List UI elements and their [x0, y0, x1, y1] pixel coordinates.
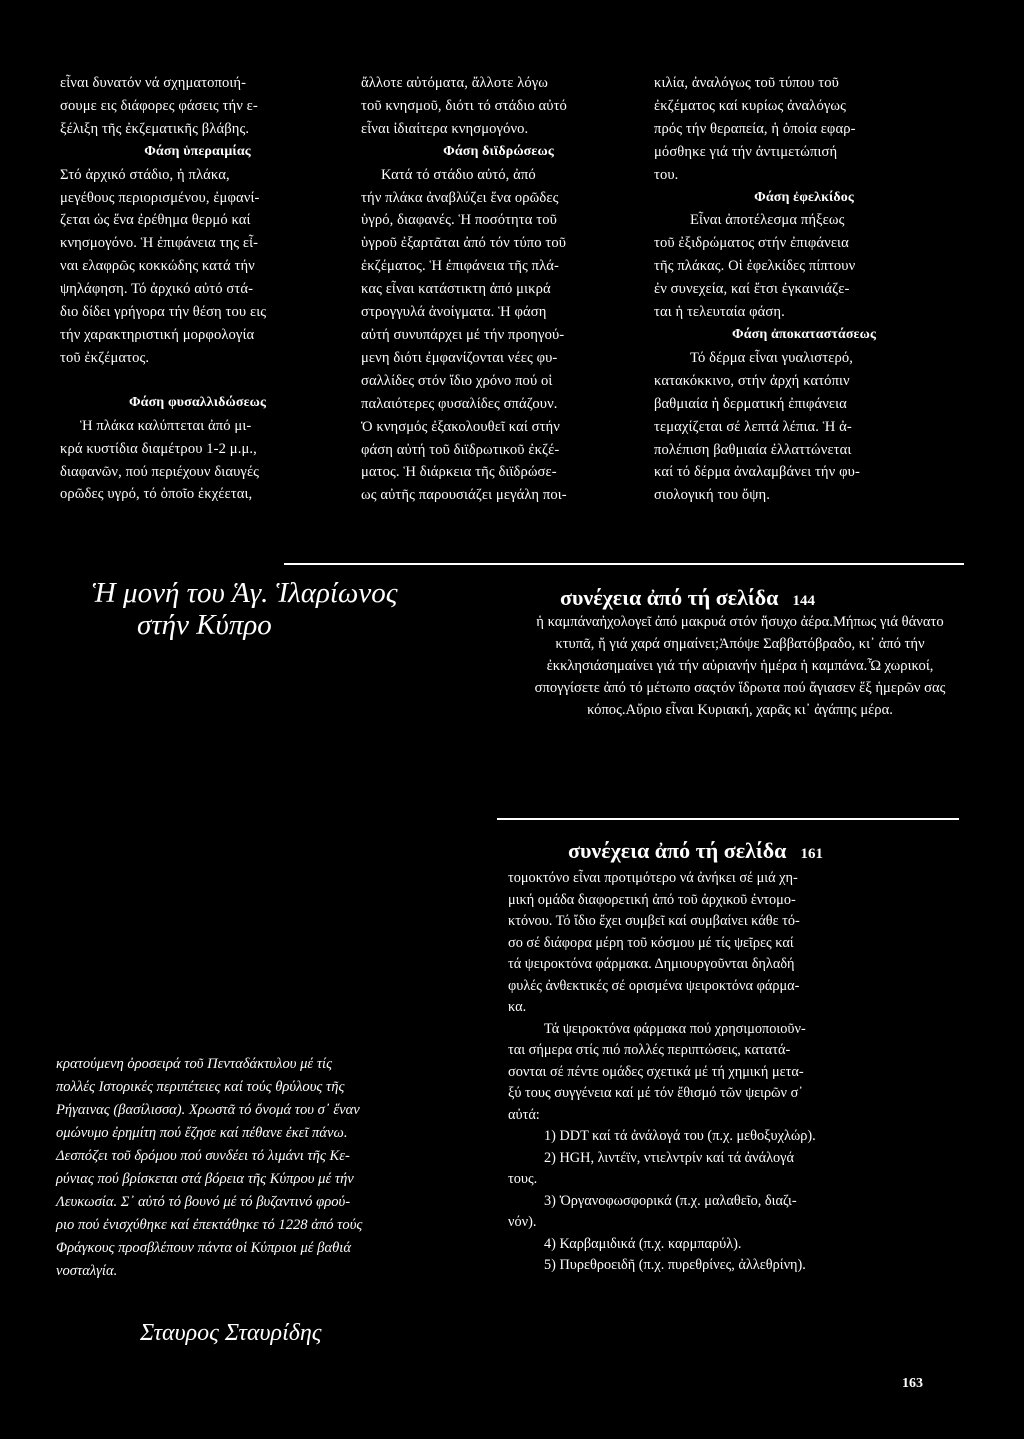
text-line: ορῶδες υγρό, τό ὁποῖο ἐκχέεται, — [60, 486, 253, 503]
text-line: τεμαχίζεται σέ λεπτά λέπια. Ἡ ἀ- — [654, 418, 852, 435]
text-line: διο δίδει γρήγορα τήν θέση του εις — [60, 304, 267, 321]
text-line: ἐκζέματος. Ἡ ἐπιφάνεια τῆς πλά- — [361, 258, 559, 275]
text-line: Λευκωσία. Σ᾿ αὐτό τό βουνό μέ τό βυζαντινό φρού- — [56, 1194, 351, 1210]
text-line: πολλές Ιστορικές περιπέτειες καί τούς θρύλους τῆς — [56, 1079, 345, 1095]
text-line: Κατά τό στάδιο αὐτό, ἀπό — [381, 166, 536, 183]
article-column-1 — [60, 72, 335, 506]
column-1-paragraph-1 — [60, 72, 335, 141]
text-line: τομοκτόνο εἶναι προτιμότερο νά ἀνήκει σέ μιά χη- — [508, 870, 798, 886]
section-heading-exudation: Φάση διϊδρώσεως — [443, 143, 554, 159]
section-heading-vesiculation: Φάση φυσαλλιδώσεως — [128, 394, 267, 410]
text-line: σιολογική του ὄψη. — [654, 487, 771, 504]
continuation-heading: συνέχεια ἀπό τή σελίδα — [568, 838, 787, 863]
text-line: μόσθηκε γιά τήν ἀντιμετώπισή — [654, 143, 838, 160]
horizontal-divider — [284, 563, 964, 565]
continuation-page-ref: 144 — [792, 593, 815, 609]
text-line: μενη διότι ἐμφανίζονται νέες φυ- — [361, 349, 558, 366]
text-line: Ὦ χωρικοί, σπογγίσετε ἀπό τό μέτωπο σας — [534, 658, 934, 696]
text-line: διαφανῶν, πού περιέχουν διαυγές — [60, 463, 260, 480]
page-number: 163 — [902, 1376, 923, 1391]
text-line: εἶναι ἰδιαίτερα κνησμογόνο. — [361, 120, 529, 137]
column-3-paragraph-2 — [654, 209, 954, 324]
section-heading-restoration: Φάση ἀποκαταστάσεως — [732, 326, 876, 342]
text-line: φάση αὐτή τοῦ διϊδρωτικοῦ ἐκζέ- — [361, 441, 560, 458]
text-line: μική ομάδα διαφορετική ἀπό τοῦ ἀρχικοῦ ἐντομο- — [508, 891, 796, 908]
text-line: 5) Πυρεθροειδῆ (π.χ. πυρεθρίνες, ἀλλεθρίνη). — [544, 1257, 806, 1273]
text-line: τόν ἵδρωτα πού ἄγιασεν ἕξ ἡμερῶν σας κόπος. — [587, 680, 946, 718]
text-line: ως αὐτῆς παρουσιάζει μεγάλη ποι- — [361, 487, 567, 504]
text-line: κρατούμενη ὀροσειρά τοῦ Πενταδάκτυλου μέ τίς — [56, 1056, 333, 1072]
column-2-paragraph-1 — [361, 72, 636, 141]
text-line: πρός τήν θεραπεία, ἡ ὁποία εφαρ- — [654, 120, 856, 137]
text-line: ται σήμερα στίς πιό πολλές περιπτώσεις, κατατά- — [508, 1042, 791, 1058]
text-line: τῆς πλάκας. Οἱ ἐφελκίδες πίπτουν — [654, 258, 856, 275]
title-line-1: Ἡ μονή του Ἁγ. Ἱλαρίωνος — [92, 577, 398, 609]
text-line: ἄλλοτε αὐτόματα, ἄλλοτε λόγω — [361, 75, 549, 91]
text-line: κιλία, ἀναλόγως τοῦ τύπου τοῦ — [654, 75, 839, 91]
text-line: καί τό δέρμα ἀναλαμβάνει τήν φυ- — [654, 464, 860, 481]
article-column-2 — [361, 72, 636, 507]
text-line: 4) Καρβαμιδικά (π.χ. καρμπαρύλ). — [544, 1235, 742, 1252]
text-line: αὐτά: — [508, 1106, 540, 1123]
text-line: ομώνυμο ἐρημίτη πού ἔζησε καί πέθανε ἐκεῖ πάνω. — [56, 1125, 348, 1141]
text-line: σουμε εις διάφορες φάσεις τήν ε- — [60, 97, 258, 114]
text-line: σονται σέ πέντε ομάδες σχετικά μέ τή χημική μετα- — [508, 1063, 804, 1080]
text-line: Ὁ κνησμός ἐξακολουθεῖ καί στήν — [361, 418, 560, 435]
text-line: τήν πλάκα ἀναβλύζει ἕνα ορῶδες — [361, 189, 559, 206]
text-line: κα. — [508, 999, 527, 1015]
title-line-2: στήν Κύπρο — [137, 609, 272, 641]
text-line: τοῦ κνησμοῦ, διότι τό στάδιο αὐτό — [361, 97, 567, 114]
text-line: κρά κυστίδια διαμέτρου 1-2 μ.μ., — [60, 440, 257, 457]
column-3-paragraph-1 — [654, 72, 954, 187]
continuation-text — [508, 868, 963, 1277]
text-line: ἠχολογεῖ ἀπό μακρυά στόν ἥσυχο ἀέρα. — [599, 614, 833, 630]
text-line: ρύνιας πού βρίσκεται στά βόρεια τῆς Κύπρου μέ τήν — [56, 1171, 354, 1187]
text-line: σο σέ διάφορα μέρη τοῦ κόσμου μέ τίς ψεῖρες καί — [508, 934, 794, 951]
section-heading-hyperemia: Φάση ὑπεραιμίας — [144, 143, 251, 159]
poem-verse — [520, 611, 960, 721]
text-line: ται ἡ τελευταία φάση. — [654, 304, 785, 321]
text-line: αὐτή συνυπάρχει μέ τήν προηγού- — [361, 326, 565, 343]
text-line: βαθμιαία ἡ δερματική ἐπιφάνεια — [654, 395, 847, 412]
text-line: κας εἶναι κατάστικτη ἀπό μικρά — [361, 281, 551, 298]
text-line: νόν). — [508, 1214, 537, 1230]
text-line: μεγέθους περιορισμένου, ἐμφανί- — [60, 189, 260, 206]
text-line: Ἡ πλάκα καλύπτεται ἀπό μι- — [80, 417, 252, 434]
text-line: κνησμογόνο. Ἡ ἐπιφάνεια της εἶ- — [60, 235, 259, 252]
article-column-3 — [654, 72, 954, 507]
text-line: Τά ψειροκτόνα φάρμακα πού χρησιμοποιοῦν- — [544, 1020, 806, 1037]
text-line: τά ψειροκτόνα φάρμακα. Δημιουργοῦνται δηλαδή — [508, 956, 795, 972]
column-2-paragraph-2 — [361, 164, 636, 508]
text-line: τοῦ ἐξιδρώματος στήν ἐπιφάνεια — [654, 235, 849, 252]
article-title — [92, 577, 492, 641]
text-line: τους. — [508, 1171, 538, 1187]
text-line: κατακόκκινο, στήν ἀρχή κατόπιν — [654, 372, 850, 389]
text-line: ριο πού ἐνισχύθηκε καί ἐπεκτάθηκε τό 1228 ἀπό τούς — [56, 1217, 363, 1233]
text-line: ὑγρό, διαφανές. Ἡ ποσότητα τοῦ — [361, 212, 557, 229]
text-line: ἡ καμπάνα — [536, 614, 600, 630]
text-line: ἐν συνεχεία, καί ἔτσι ἐγκαινιάζε- — [654, 281, 850, 298]
text-line: Ἀπόψε Σαββατόβραδο, κι᾿ ἀπό τήν ἐκκλησιά — [546, 636, 925, 674]
text-line: 2) HGH, λιντέϊν, ντιελντρίν καί τά ἀνάλογά — [544, 1149, 794, 1166]
text-line: Ρήγαινας (βασίλισσα). Χρωστᾶ τό ὄνομά του σ᾿ ἕναν — [56, 1102, 360, 1118]
text-line: κτόνου. Τό ἴδιο ἔχει συμβεῖ καί συμβαίνει κάθε τό- — [508, 913, 800, 929]
text-line: φυλές ἀνθεκτικές σέ ορισμένα ψειροκτόνα φάρμα- — [508, 977, 800, 994]
text-line: Μήπως γιά θάνατο κτυπᾶ, ἤ γιά χαρά σημαίνει; — [555, 614, 944, 652]
continuation-page-ref: 161 — [800, 846, 823, 862]
text-line: εἶναι δυνατόν νά σχηματοποιή- — [60, 75, 247, 91]
text-line: ματος. Ἡ διάρκεια τῆς διϊδρώσε- — [361, 464, 557, 481]
column-3-paragraph-3 — [654, 347, 954, 507]
text-line: τήν χαρακτηριστική μορφολογία — [60, 326, 255, 343]
text-line: παλαιότερες φυσαλίδες σπάζουν. — [361, 395, 558, 412]
text-line: Στό ἀρχικό στάδιο, ἡ πλάκα, — [60, 166, 230, 183]
text-line: Αὔριο εἶναι Κυριακή, χαρᾶς κι᾿ ἀγάπης μέρα. — [625, 702, 893, 718]
text-line: ναι ελαφρῶς κοκκώδης κατά τήν — [60, 258, 255, 275]
author-signature: Σταυρος Σταυρίδης — [140, 1320, 322, 1346]
text-line: ψηλάφηση. Τό ἀρχικό αὐτό στά- — [60, 281, 254, 298]
text-line: Τό δέρμα εἶναι γυαλιστερό, — [690, 349, 853, 366]
continuation-heading: συνέχεια ἀπό τή σελίδα — [560, 585, 779, 610]
text-line: Εἶναι ἀποτέλεσμα πήξεως — [690, 212, 845, 229]
continuation-box-insecticides — [508, 838, 963, 1277]
section-heading-crust: Φάση ἐφελκίδος — [754, 189, 854, 205]
text-line: τοῦ ἐκζέματος. — [60, 349, 150, 366]
text-line: ζεται ὡς ἕνα ἐρέθημα θερμό καί — [60, 212, 251, 229]
text-line: ξέλιξη τῆς ἐκζεματικῆς βλάβης. — [60, 120, 250, 137]
horizontal-divider — [497, 818, 959, 820]
column-1-paragraph-3 — [60, 415, 335, 507]
text-line: 3) Ὀργανοφωσφορικά (π.χ. μαλαθεῖο, διαζι- — [544, 1192, 797, 1209]
text-line: Δεσπόζει τοῦ δρόμου πού συνδέει τό λιμάνι τῆς Κε- — [56, 1148, 350, 1164]
continuation-box-poem — [520, 585, 960, 721]
text-line: πολέπιση βαθμιαία ἐλλαττώνεται — [654, 441, 852, 458]
text-line: νοσταλγία. — [56, 1263, 118, 1279]
text-line: σαλλίδες στόν ἴδιο χρόνο πού οἱ — [361, 372, 553, 389]
column-1-paragraph-2 — [60, 164, 335, 370]
text-line: στρογγυλά ἀνοίγματα. Ἡ φάση — [361, 304, 547, 321]
text-line: 1) DDT καί τά ἀνάλογά του (π.χ. μεθοξυχλώρ). — [544, 1128, 816, 1144]
text-line: ξύ τους συγγένεια καί μέ τόν ἔθισμό τῶν ψειρῶν σ᾿ — [508, 1085, 804, 1101]
text-line: Φράγκους προσβλέπουν πάντα οἱ Κύπριοι μέ βαθιά — [56, 1240, 351, 1256]
text-line: ὑγροῦ ἐξαρτᾶται ἀπό τόν τύπο τοῦ — [361, 235, 567, 252]
text-line: ἐκζέματος καί κυρίως ἀναλόγως — [654, 97, 846, 114]
text-line: του. — [654, 166, 679, 183]
text-line: σημαίνει γιά τήν αὐριανήν ἡμέρα ἡ καμπάνα. — [601, 658, 868, 674]
photo-caption — [56, 1053, 496, 1283]
